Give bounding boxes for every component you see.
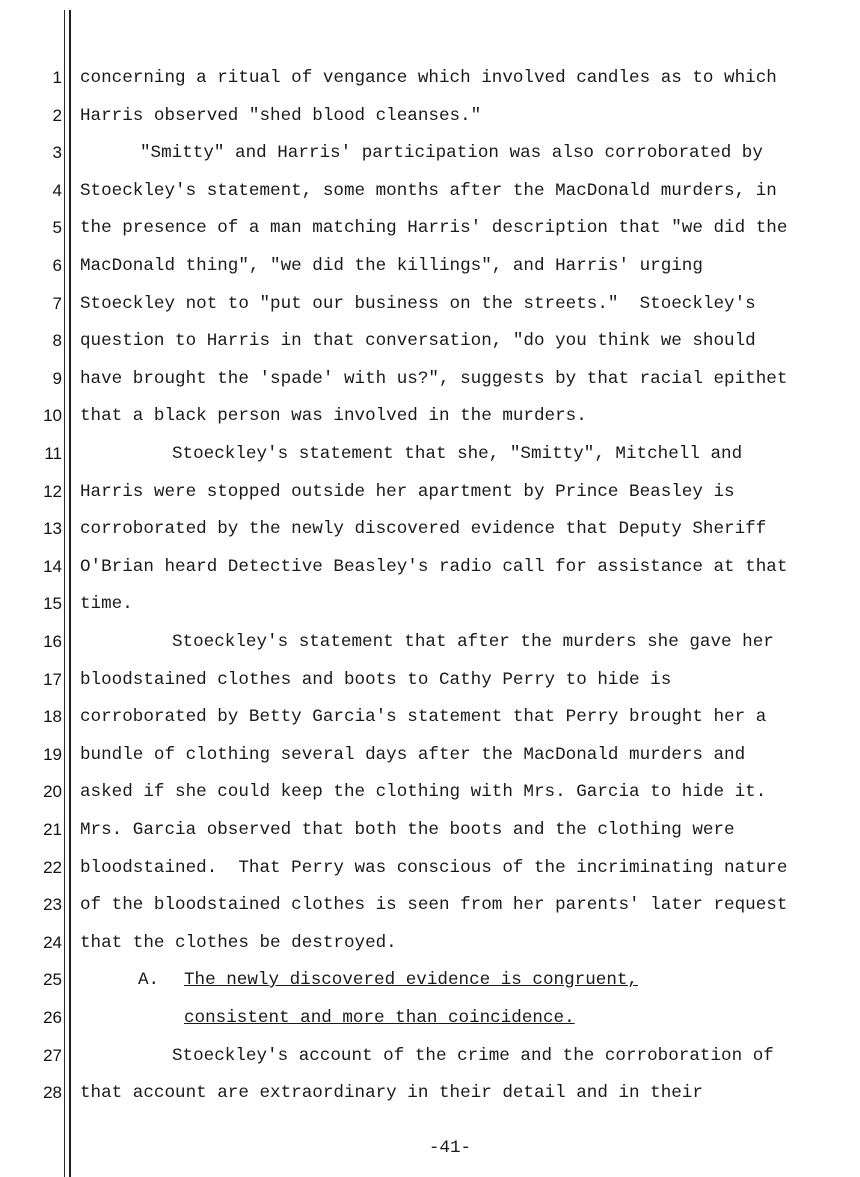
text-line: asked if she could keep the clothing with Mrs. Garcia to hide it.: [80, 782, 767, 802]
line-number: 13: [43, 519, 62, 538]
line-number: 10: [43, 406, 62, 425]
line-number: 14: [43, 557, 62, 576]
text-line: bundle of clothing several days after the MacDonald murders and: [80, 745, 746, 765]
line-number: 4: [52, 181, 62, 200]
line-number: 17: [43, 670, 62, 689]
line-number: 2: [52, 106, 62, 125]
text-line: Mrs. Garcia observed that both the boots and the clothing were: [80, 820, 735, 840]
text-line: Harris were stopped outside her apartment by Prince Beasley is: [80, 482, 735, 502]
line-number: 28: [43, 1083, 62, 1102]
text-line: Harris observed "shed blood cleanses.": [80, 106, 482, 126]
text-line: of the bloodstained clothes is seen from her parents' later request: [80, 895, 788, 915]
section-heading-line: The newly discovered evidence is congruent,: [184, 970, 638, 990]
line-number: 6: [52, 256, 62, 275]
line-number: 18: [43, 707, 62, 726]
section-heading-line: consistent and more than coincidence.: [184, 1008, 575, 1028]
section-heading-marker: A.: [138, 970, 160, 990]
text-line: Stoeckley not to "put our business on the streets." Stoeckley's: [80, 294, 756, 314]
text-line: the presence of a man matching Harris' description that "we did the: [80, 218, 788, 238]
text-line: time.: [80, 594, 133, 614]
line-number: 24: [43, 933, 62, 952]
text-line: that the clothes be destroyed.: [80, 933, 397, 953]
line-number: 11: [44, 444, 62, 463]
margin-rule-outer: [64, 10, 65, 1177]
line-number: 25: [43, 970, 62, 989]
line-number: 9: [52, 369, 62, 388]
line-number: 15: [43, 594, 62, 613]
line-number: 3: [52, 143, 62, 162]
page-number: -41-: [428, 1138, 472, 1158]
text-line: bloodstained clothes and boots to Cathy Perry to hide is: [80, 670, 672, 690]
text-line: concerning a ritual of vengance which involved candles as to which: [80, 68, 777, 88]
line-number: 8: [52, 331, 62, 350]
margin-rule-inner: [69, 10, 71, 1177]
line-number: 23: [43, 895, 62, 914]
text-line: Stoeckley's statement that she, "Smitty", Mitchell and: [172, 444, 743, 464]
line-number: 19: [43, 745, 62, 764]
line-number: 22: [43, 858, 62, 877]
line-number: 1: [52, 68, 62, 87]
text-line: bloodstained. That Perry was conscious of the incriminating nature: [80, 858, 788, 878]
line-number: 16: [43, 632, 62, 651]
text-line: that a black person was involved in the murders.: [80, 406, 587, 426]
text-line: question to Harris in that conversation, "do you think we should: [80, 331, 756, 351]
text-line: corroborated by the newly discovered evidence that Deputy Sheriff: [80, 519, 767, 539]
text-line: have brought the 'spade' with us?", suggests by that racial epithet: [80, 369, 788, 389]
text-line: Stoeckley's statement, some months after the MacDonald murders, in: [80, 181, 777, 201]
text-line: Stoeckley's statement that after the murders she gave her: [172, 632, 774, 652]
text-line: corroborated by Betty Garcia's statement that Perry brought her a: [80, 707, 767, 727]
text-line: that account are extraordinary in their detail and in their: [80, 1083, 703, 1103]
text-line: O'Brian heard Detective Beasley's radio call for assistance at that: [80, 557, 788, 577]
text-line: Stoeckley's account of the crime and the corroboration of: [172, 1046, 774, 1066]
line-number: 12: [43, 482, 62, 501]
line-number: 20: [43, 782, 62, 801]
line-number: 7: [52, 294, 62, 313]
line-number: 26: [43, 1008, 62, 1027]
text-line: "Smitty" and Harris' participation was also corroborated by: [140, 143, 763, 163]
line-number: 21: [43, 820, 62, 839]
line-number: 5: [52, 218, 62, 237]
text-line: MacDonald thing", "we did the killings", and Harris' urging: [80, 256, 703, 276]
line-number: 27: [43, 1046, 62, 1065]
